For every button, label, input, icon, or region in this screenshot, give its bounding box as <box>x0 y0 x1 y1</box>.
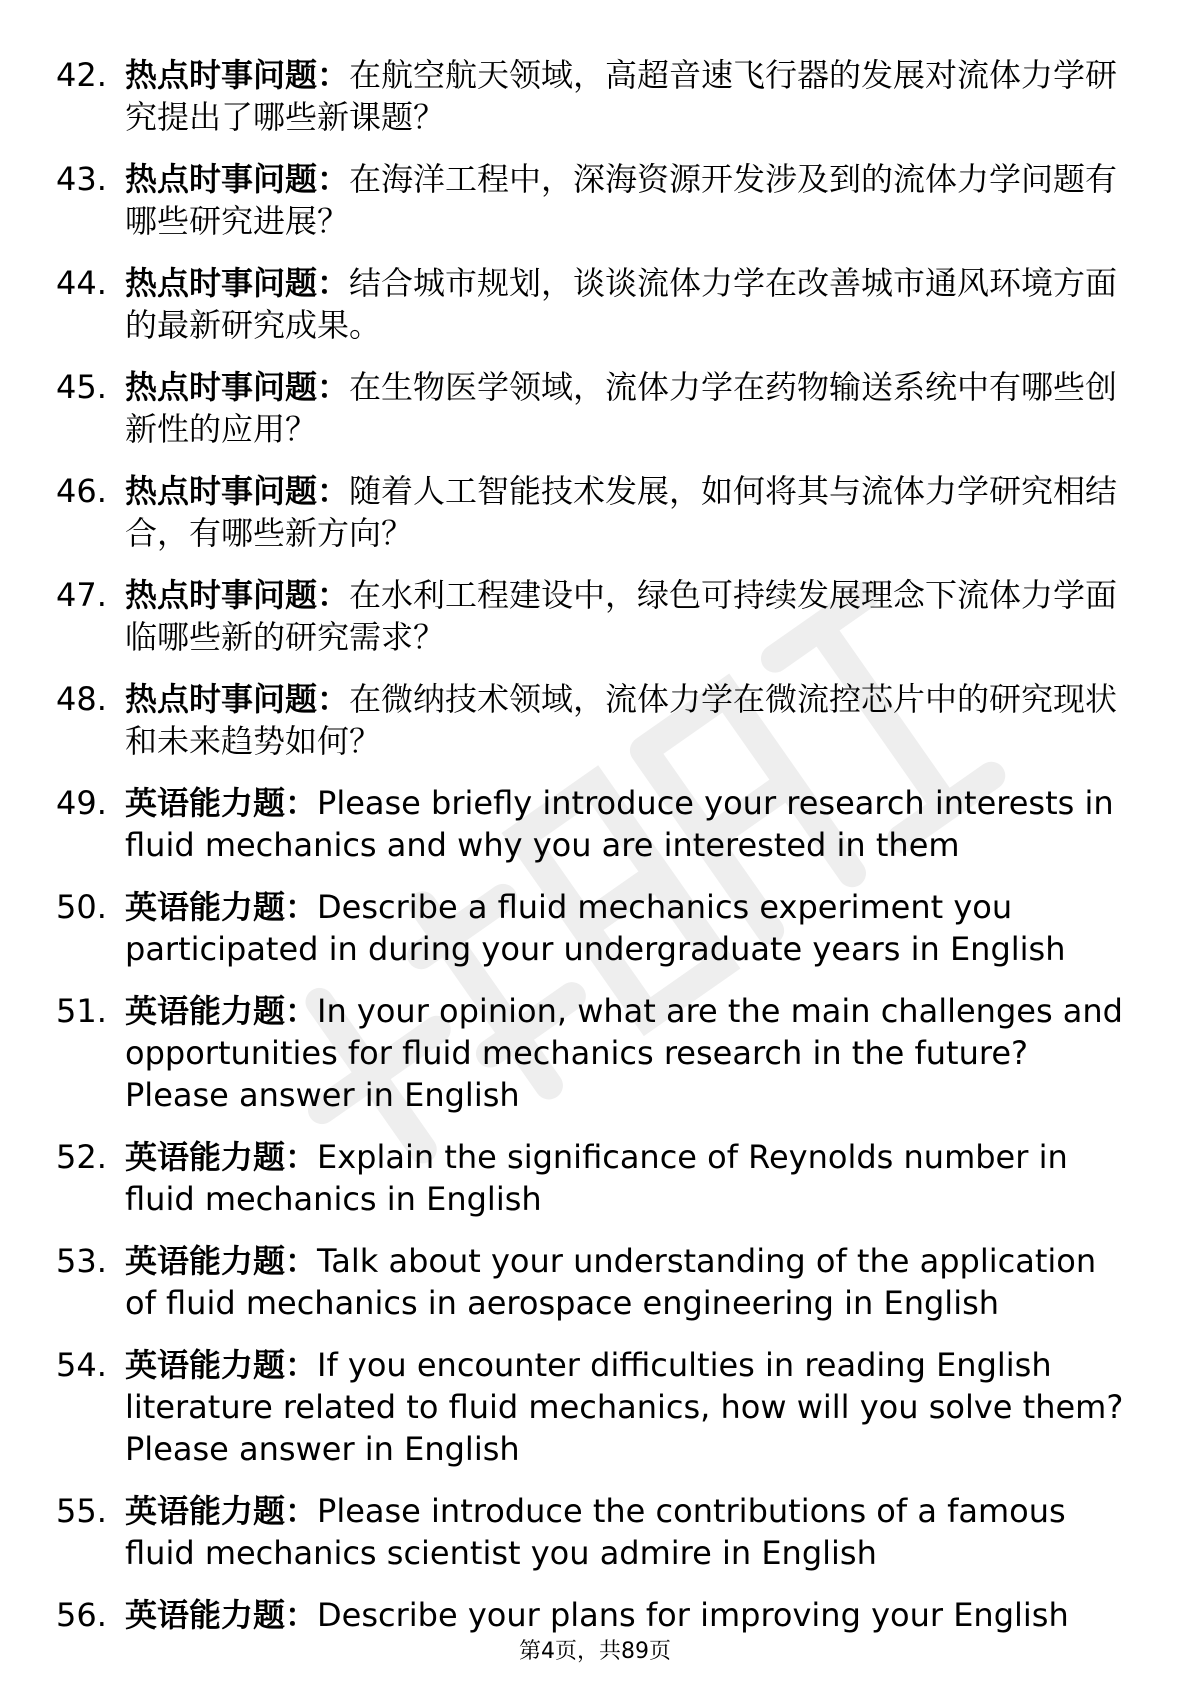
question-item <box>56 886 1131 970</box>
page-number-label: 第4页，共89页 <box>519 1639 671 1664</box>
question-text: 在生物医学领域，流体力学在药物输送系统中有哪些创新性的应用？ <box>125 368 1118 448</box>
question-item <box>56 1594 1131 1636</box>
question-category: 英语能力题： <box>125 784 318 822</box>
question-number: 53. <box>56 1242 107 1280</box>
question-text: 在航空航天领域，高超音速飞行器的发展对流体力学研究提出了哪些新课题？ <box>125 56 1118 136</box>
question-number: 43. <box>56 160 107 198</box>
question-category: 英语能力题： <box>125 1242 318 1280</box>
question-category: 热点时事问题： <box>125 472 350 510</box>
question-text: Describe your plans for improving your English <box>317 1596 1069 1634</box>
question-category: 英语能力题： <box>125 992 318 1030</box>
question-number: 51. <box>56 992 107 1030</box>
question-text: If you encounter difficulties in reading English literature related to fluid mechanics, how will you solve them? Please answer in English <box>125 1346 1124 1468</box>
question-category: 热点时事问题： <box>125 160 350 198</box>
question-category: 英语能力题： <box>125 1138 318 1176</box>
question-list <box>56 54 1131 1656</box>
question-category: 热点时事问题： <box>125 368 350 406</box>
question-number: 44. <box>56 264 107 302</box>
question-category: 英语能力题： <box>125 1346 318 1384</box>
question-category: 英语能力题： <box>125 1596 318 1634</box>
question-item <box>56 1344 1131 1470</box>
question-item <box>56 1490 1131 1574</box>
question-category: 英语能力题： <box>125 888 318 926</box>
question-text: 在微纳技术领域，流体力学在微流控芯片中的研究现状和未来趋势如何？ <box>125 680 1118 760</box>
question-text: Explain the significance of Reynolds number in fluid mechanics in English <box>125 1138 1068 1218</box>
question-text: 在水利工程建设中，绿色可持续发展理念下流体力学面临哪些新的研究需求？ <box>125 576 1118 656</box>
question-number: 46. <box>56 472 107 510</box>
question-item <box>56 54 1131 138</box>
question-number: 56. <box>56 1596 107 1634</box>
question-item <box>56 574 1131 658</box>
question-text: Talk about your understanding of the application of fluid mechanics in aerospace engineering in English <box>125 1242 1097 1322</box>
question-number: 42. <box>56 56 107 94</box>
question-item <box>56 262 1131 346</box>
question-text: Describe a fluid mechanics experiment you participated in during your undergraduate years in English <box>125 888 1066 968</box>
question-category: 热点时事问题： <box>125 264 350 302</box>
question-text: Please briefly introduce your research interests in fluid mechanics and why you are interested in them <box>125 784 1114 864</box>
question-number: 48. <box>56 680 107 718</box>
question-item <box>56 158 1131 242</box>
question-category: 热点时事问题： <box>125 680 350 718</box>
question-text: 随着人工智能技术发展，如何将其与流体力学研究相结合，有哪些新方向？ <box>125 472 1118 552</box>
question-category: 英语能力题： <box>125 1492 318 1530</box>
question-text: 结合城市规划，谈谈流体力学在改善城市通风环境方面的最新研究成果。 <box>125 264 1118 344</box>
question-text: 在海洋工程中，深海资源开发涉及到的流体力学问题有哪些研究进展？ <box>125 160 1118 240</box>
question-item <box>56 1136 1131 1220</box>
question-number: 47. <box>56 576 107 614</box>
question-text: In your opinion, what are the main challenges and opportunities for fluid mechanics research in the future? Please answer in English <box>125 992 1123 1114</box>
page-footer <box>0 1638 1190 1666</box>
question-text: Please introduce the contributions of a famous fluid mechanics scientist you admire in English <box>125 1492 1066 1572</box>
question-category: 热点时事问题： <box>125 576 350 614</box>
question-number: 45. <box>56 368 107 406</box>
question-category: 热点时事问题： <box>125 56 350 94</box>
question-item <box>56 366 1131 450</box>
question-item <box>56 1240 1131 1324</box>
question-item <box>56 470 1131 554</box>
question-number: 54. <box>56 1346 107 1384</box>
question-item <box>56 990 1131 1116</box>
question-number: 55. <box>56 1492 107 1530</box>
question-number: 49. <box>56 784 107 822</box>
question-number: 50. <box>56 888 107 926</box>
question-item <box>56 782 1131 866</box>
question-number: 52. <box>56 1138 107 1176</box>
question-item <box>56 678 1131 762</box>
